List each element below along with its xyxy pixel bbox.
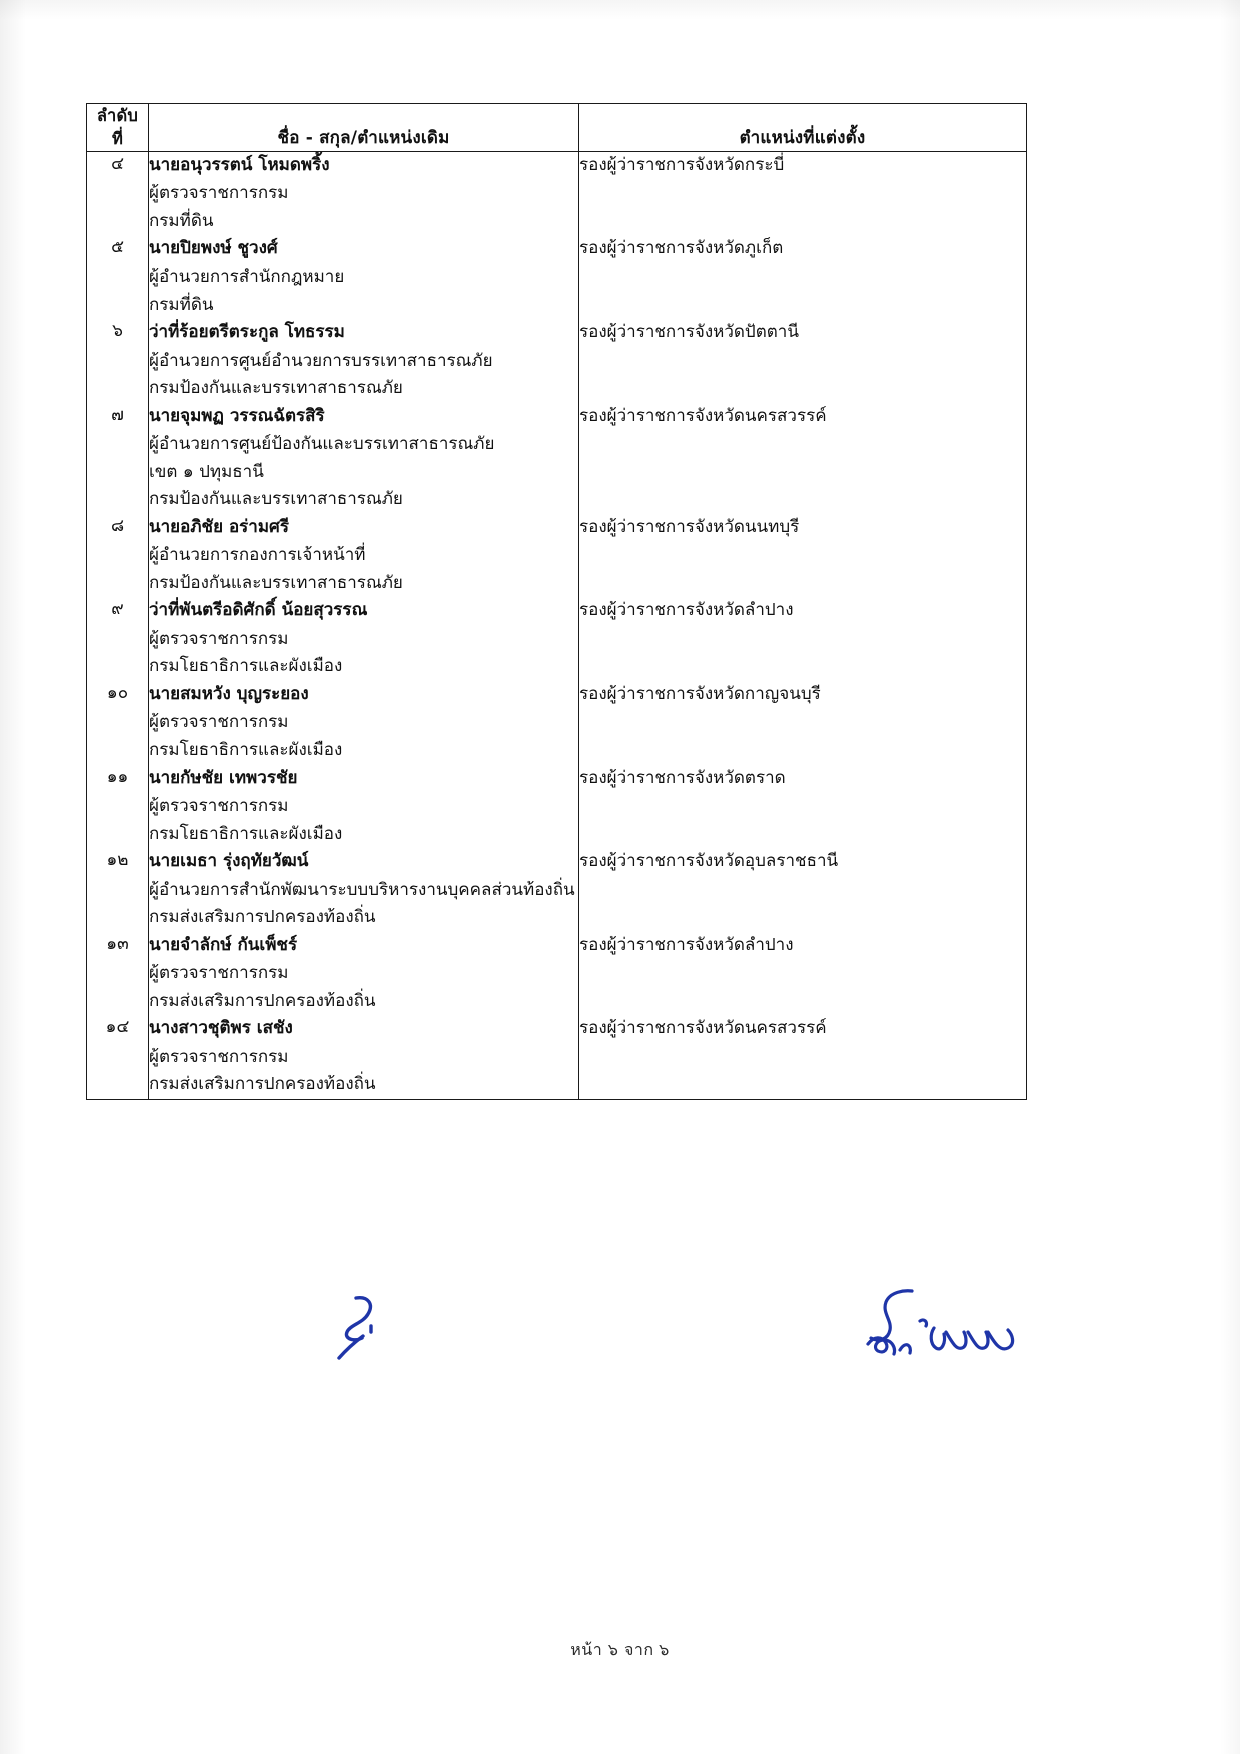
row-name-position: [149, 514, 579, 598]
table-row: [87, 597, 1027, 681]
appointed-position-text: รองผู้ว่าราชการจังหวัดกระบี่: [579, 154, 785, 175]
appointed-position-text: รองผู้ว่าราชการจังหวัดอุบลราชธานี: [579, 851, 839, 872]
person-department: กรมโยธาธิการและผังเมือง: [149, 656, 343, 677]
row-appointed-position: [579, 681, 1027, 765]
person-old-position: ผู้อำนวยการสำนักพัฒนาระบบบริหารงานบุคคลส่วนท้องถิ่น: [149, 879, 575, 900]
person-name: ว่าที่ร้อยตรีตระกูล โทธรรม: [149, 322, 345, 343]
person-name: นายสมหวัง บุญระยอง: [149, 683, 309, 704]
row-number: ๑๓: [87, 932, 149, 1016]
table-header: [87, 104, 1027, 152]
row-number: ๗: [87, 403, 149, 514]
person-old-position: ผู้อำนวยการกองการเจ้าหน้าที่: [149, 545, 366, 566]
signature-left: [330, 1292, 420, 1372]
person-old-position: ผู้ตรวจราชการกรม: [149, 712, 289, 733]
row-appointed-position: [579, 597, 1027, 681]
person-old-position: ผู้ตรวจราชการกรม: [149, 963, 289, 984]
row-number: ๖: [87, 319, 149, 403]
row-name-position: [149, 403, 579, 514]
row-appointed-position: [579, 403, 1027, 514]
person-old-position: ผู้อำนวยการสำนักกฎหมาย: [149, 266, 345, 287]
row-name-position: [149, 681, 579, 765]
person-department: กรมที่ดิน: [149, 294, 214, 315]
appointed-position-text: รองผู้ว่าราชการจังหวัดกาญจนบุรี: [579, 683, 821, 704]
row-appointed-position: [579, 319, 1027, 403]
person-name: นายกัษชัย เทพวรชัย: [149, 767, 298, 788]
table-body: [87, 151, 1027, 1099]
row-number: ๔: [87, 151, 149, 235]
person-name: นายปิยพงษ์ ชูวงศ์: [149, 238, 278, 259]
scan-edge-left: [0, 0, 26, 1754]
row-name-position: [149, 765, 579, 849]
row-appointed-position: [579, 848, 1027, 932]
person-department: กรมส่งเสริมการปกครองท้องถิ่น: [149, 1074, 376, 1095]
row-number: ๘: [87, 514, 149, 598]
appointment-table: [86, 103, 1027, 1100]
row-name-position: [149, 848, 579, 932]
person-extra-line: เขต ๑ ปทุมธานี: [149, 461, 264, 482]
person-department: กรมป้องกันและบรรเทาสาธารณภัย: [149, 378, 403, 399]
table-row: [87, 681, 1027, 765]
person-old-position: ผู้ตรวจราชการกรม: [149, 1046, 289, 1067]
person-department: กรมป้องกันและบรรเทาสาธารณภัย: [149, 489, 403, 510]
person-old-position: ผู้อำนวยการศูนย์อำนวยการบรรเทาสาธารณภัย: [149, 350, 493, 371]
row-appointed-position: [579, 235, 1027, 319]
person-old-position: ผู้ตรวจราชการกรม: [149, 796, 289, 817]
appointed-position-text: รองผู้ว่าราชการจังหวัดภูเก็ต: [579, 238, 784, 259]
person-department: กรมส่งเสริมการปกครองท้องถิ่น: [149, 990, 376, 1011]
row-appointed-position: [579, 151, 1027, 235]
person-department: กรมที่ดิน: [149, 210, 214, 231]
table-header-row: [87, 104, 1027, 152]
scan-edge-right: [1220, 0, 1240, 1754]
row-name-position: [149, 597, 579, 681]
person-name: นางสาวชุติพร เสชัง: [149, 1018, 293, 1039]
table-row: [87, 235, 1027, 319]
person-name: นายจำลักษ์ กันเพ็ชร์: [149, 934, 298, 955]
table-row: [87, 403, 1027, 514]
column-header-number-line2: ที่: [111, 129, 124, 149]
person-department: กรมโยธาธิการและผังเมือง: [149, 740, 343, 760]
person-department: กรมส่งเสริมการปกครองท้องถิ่น: [149, 907, 376, 928]
table-row: [87, 848, 1027, 932]
person-old-position: ผู้ตรวจราชการกรม: [149, 628, 289, 649]
signature-right: [860, 1288, 1040, 1368]
row-number: ๙: [87, 597, 149, 681]
page-footer: หน้า ๖ จาก ๖: [570, 1640, 670, 1659]
appointed-position-text: รองผู้ว่าราชการจังหวัดตราด: [579, 767, 786, 788]
row-name-position: [149, 1015, 579, 1099]
table-row: [87, 514, 1027, 598]
row-number: ๑๑: [87, 765, 149, 849]
column-header-name-position: ชื่อ - สกุล/ตำแหน่งเดิม: [149, 104, 579, 152]
row-appointed-position: [579, 514, 1027, 598]
table-row: [87, 765, 1027, 849]
table-row: [87, 151, 1027, 235]
row-number: ๑๔: [87, 1015, 149, 1099]
appointed-position-text: รองผู้ว่าราชการจังหวัดนนทบุรี: [579, 516, 800, 537]
person-name: ว่าที่พันตรีอดิศักดิ์ น้อยสุวรรณ: [149, 600, 368, 621]
person-name: นายจุมพฏ วรรณฉัตรสิริ: [149, 405, 325, 426]
appointed-position-text: รองผู้ว่าราชการจังหวัดปัตตานี: [579, 322, 799, 343]
column-header-number-line1: ลำดับ: [96, 106, 139, 125]
row-name-position: [149, 235, 579, 319]
appointed-position-text: รองผู้ว่าราชการจังหวัดนครสวรรค์: [579, 405, 827, 426]
row-name-position: [149, 319, 579, 403]
scan-edge-top: [0, 0, 1240, 20]
person-department: กรมโยธาธิการและผังเมือง: [149, 823, 343, 844]
row-number: ๑๐: [87, 681, 149, 765]
row-appointed-position: [579, 932, 1027, 1016]
table-row: [87, 932, 1027, 1016]
row-number: ๕: [87, 235, 149, 319]
row-number: ๑๒: [87, 848, 149, 932]
row-name-position: [149, 151, 579, 235]
appointed-position-text: รองผู้ว่าราชการจังหวัดนครสวรรค์: [579, 1018, 827, 1039]
person-name: นายอภิชัย อร่ามศรี: [149, 516, 289, 537]
person-old-position: ผู้อำนวยการศูนย์ป้องกันและบรรเทาสาธารณภัย: [149, 434, 495, 455]
appointed-position-text: รองผู้ว่าราชการจังหวัดลำปาง: [579, 934, 794, 955]
row-appointed-position: [579, 765, 1027, 849]
row-appointed-position: [579, 1015, 1027, 1099]
row-name-position: [149, 932, 579, 1016]
table-row: [87, 1015, 1027, 1099]
person-department: กรมป้องกันและบรรเทาสาธารณภัย: [149, 572, 403, 593]
person-name: นายเมธา รุ่งฤทัยวัฒน์: [149, 851, 309, 872]
column-header-appointed-position: ตำแหน่งที่แต่งตั้ง: [579, 104, 1027, 152]
column-header-number: [87, 104, 149, 152]
appointed-position-text: รองผู้ว่าราชการจังหวัดลำปาง: [579, 600, 794, 621]
person-old-position: ผู้ตรวจราชการกรม: [149, 183, 289, 204]
table-row: [87, 319, 1027, 403]
person-name: นายอนุวรรตน์ โหมดพริ้ง: [149, 154, 330, 175]
